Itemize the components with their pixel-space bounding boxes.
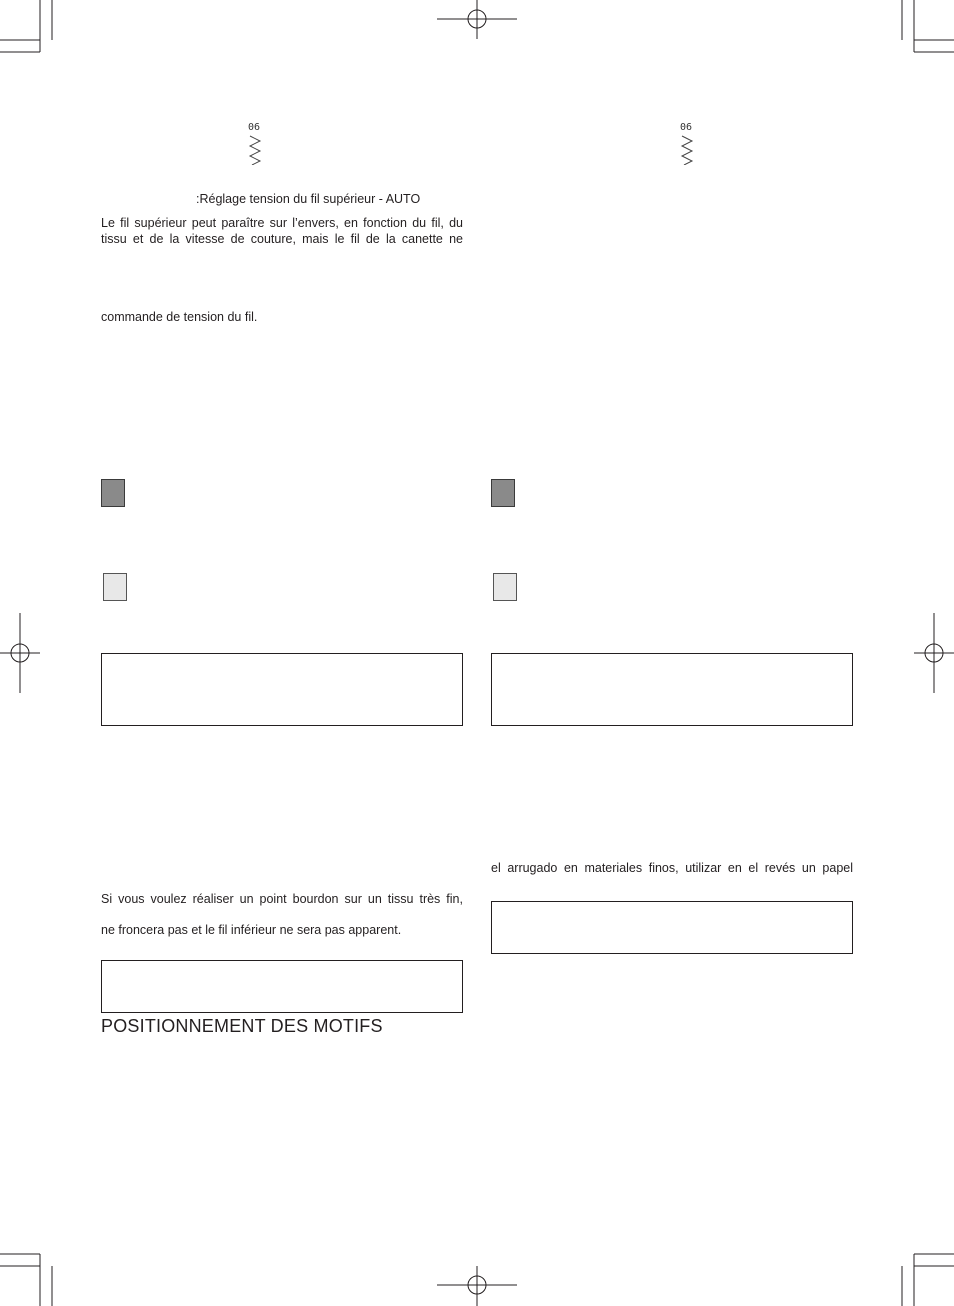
right-bottom-note-box <box>491 901 853 954</box>
paragraph-line-3: commande de tension du fil. <box>101 310 258 324</box>
right-pattern-number: 06 <box>680 122 693 133</box>
zigzag-stitch-icon <box>248 135 262 165</box>
right-pattern-indicator <box>680 123 698 165</box>
satin-stitch-line-2: ne froncera pas et le fil inférieur ne sera pas apparent. <box>101 923 402 937</box>
right-dark-square <box>491 479 515 507</box>
left-bottom-note-box <box>101 960 463 1013</box>
tension-setting-label: :Réglage tension du fil supérieur - AUTO <box>196 192 421 206</box>
left-light-square <box>103 573 127 601</box>
section-heading: POSITIONNEMENT DES MOTIFS <box>101 1016 383 1036</box>
right-note-box <box>491 653 853 726</box>
left-note-box <box>101 653 463 726</box>
paragraph-line-1: Le fil supérieur peut paraître sur l’envers, en fonction du fil, du <box>101 216 463 230</box>
left-pattern-number: 06 <box>248 122 261 133</box>
right-light-square <box>493 573 517 601</box>
paragraph-line-2: tissu et de la vitesse de couture, mais le fil de la canette ne <box>101 232 463 246</box>
spanish-text-line: el arrugado en materiales finos, utilizar en el revés un papel <box>491 861 853 875</box>
left-pattern-indicator <box>248 123 266 165</box>
satin-stitch-line-1: Si vous voulez réaliser un point bourdon sur un tissu très fin, <box>101 892 463 906</box>
left-dark-square <box>101 479 125 507</box>
zigzag-stitch-icon <box>680 135 694 165</box>
